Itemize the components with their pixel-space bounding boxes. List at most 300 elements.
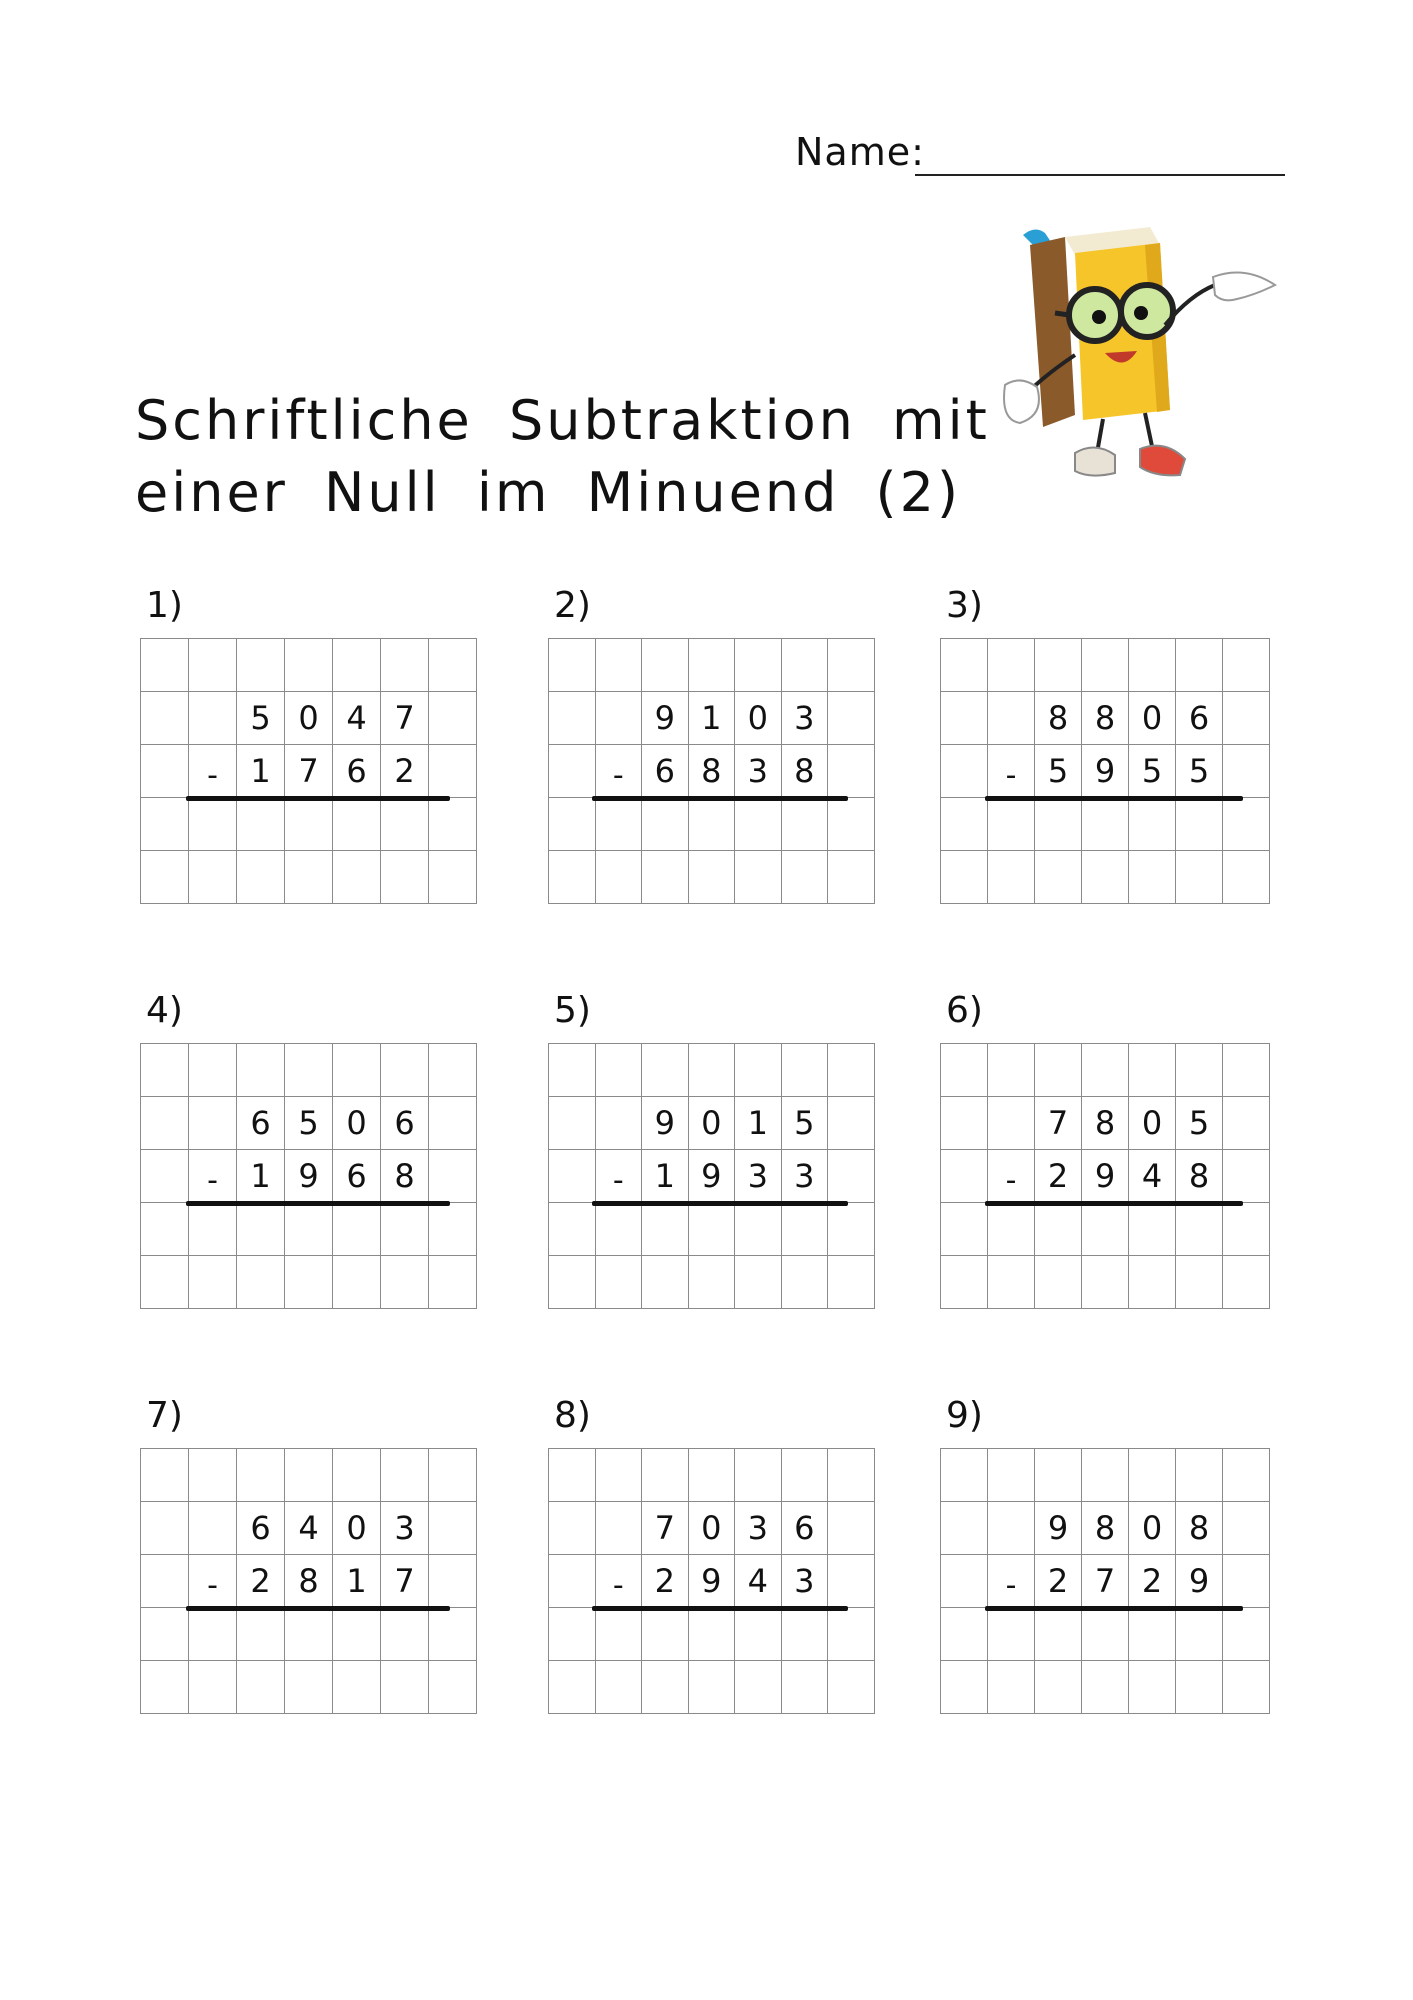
answer-cell[interactable] [333,798,381,851]
calc-grid [140,1043,477,1309]
answer-cell[interactable] [689,1608,736,1661]
grid-cell[interactable] [429,1097,477,1150]
grid-cell[interactable] [1223,745,1270,798]
grid-cell[interactable] [1223,1097,1270,1150]
grid-cell[interactable] [429,1661,477,1714]
answer-cell[interactable] [782,1661,829,1714]
minus-sign: - [988,745,1035,798]
grid-cell[interactable] [141,745,189,798]
grid-cell[interactable] [828,1150,875,1203]
grid-cell[interactable] [596,639,643,692]
grid-cell[interactable] [1223,1502,1270,1555]
answer-cell[interactable] [689,1256,736,1309]
answer-cell[interactable] [237,798,285,851]
grid-cell[interactable] [285,1044,333,1097]
grid-cell[interactable] [1035,1044,1082,1097]
name-field-row [795,130,1295,180]
grid-cell[interactable] [1223,1150,1270,1203]
minuend-digit: 0 [333,1502,381,1555]
result-line [186,1606,450,1611]
grid-cell[interactable] [941,639,988,692]
grid-cell[interactable] [429,745,477,798]
answer-cell[interactable] [381,1256,429,1309]
answer-cell[interactable] [381,1661,429,1714]
grid-cell[interactable] [596,1044,643,1097]
answer-cell[interactable] [596,1203,643,1256]
subtrahend-digit: 9 [1082,745,1129,798]
grid-cell[interactable] [549,1608,596,1661]
grid-cell[interactable] [381,639,429,692]
answer-cell[interactable] [689,798,736,851]
subtrahend-digit: 8 [782,745,829,798]
grid-cell[interactable] [828,1203,875,1256]
grid-cell[interactable] [941,1555,988,1608]
answer-cell[interactable] [689,1661,736,1714]
minus-sign: - [988,1555,1035,1608]
grid-cell[interactable] [941,692,988,745]
grid-cell[interactable] [285,639,333,692]
problem-5 [548,990,888,1320]
name-label: Name: [795,130,925,174]
grid-cell[interactable] [381,1044,429,1097]
answer-cell[interactable] [1082,1256,1129,1309]
answer-cell[interactable] [642,851,689,904]
answer-cell[interactable] [782,1203,829,1256]
grid-cell[interactable] [429,1502,477,1555]
grid-cell[interactable] [1035,1449,1082,1502]
answer-cell[interactable] [285,1203,333,1256]
answer-cell[interactable] [596,798,643,851]
grid-cell[interactable] [596,692,643,745]
minuend-digit: 0 [689,1502,736,1555]
subtrahend-digit: 3 [782,1150,829,1203]
grid-cell[interactable] [828,1661,875,1714]
answer-cell[interactable] [642,1203,689,1256]
grid-cell[interactable] [429,1449,477,1502]
answer-cell[interactable] [1176,1608,1223,1661]
grid-cell[interactable] [285,1449,333,1502]
grid-cell[interactable] [429,1608,477,1661]
answer-cell[interactable] [333,1203,381,1256]
answer-cell[interactable] [642,1661,689,1714]
answer-cell[interactable] [782,798,829,851]
grid-cell[interactable] [1223,1608,1270,1661]
grid-cell[interactable] [549,851,596,904]
grid-cell[interactable] [941,1502,988,1555]
grid-cell[interactable] [429,1555,477,1608]
answer-cell[interactable] [1035,1608,1082,1661]
answer-cell[interactable] [689,851,736,904]
grid-cell[interactable] [141,1555,189,1608]
subtrahend-digit: 7 [285,745,333,798]
answer-cell[interactable] [381,1608,429,1661]
answer-cell[interactable] [596,1256,643,1309]
subtrahend-digit: 1 [237,1150,285,1203]
answer-cell[interactable] [1035,798,1082,851]
subtrahend-digit: 8 [381,1150,429,1203]
grid-cell[interactable] [1223,639,1270,692]
grid-cell[interactable] [642,1044,689,1097]
answer-cell[interactable] [1176,1203,1223,1256]
grid-cell[interactable] [429,1044,477,1097]
grid-cell[interactable] [549,1097,596,1150]
subtrahend-digit: 2 [237,1555,285,1608]
grid-cell[interactable] [549,1150,596,1203]
answer-cell[interactable] [735,1608,782,1661]
answer-cell[interactable] [237,1608,285,1661]
grid-cell[interactable] [689,1449,736,1502]
grid-cell[interactable] [333,1449,381,1502]
answer-cell[interactable] [189,798,237,851]
answer-cell[interactable] [1129,798,1176,851]
answer-cell[interactable] [237,1661,285,1714]
subtrahend-digit: 7 [1082,1555,1129,1608]
grid-cell[interactable] [429,1203,477,1256]
grid-cell[interactable] [941,1097,988,1150]
answer-cell[interactable] [596,1608,643,1661]
grid-cell[interactable] [828,692,875,745]
grid-cell[interactable] [429,692,477,745]
grid-cell[interactable] [596,1449,643,1502]
problem-label: 3) [946,585,983,626]
grid-cell[interactable] [549,639,596,692]
answer-cell[interactable] [381,798,429,851]
grid-cell[interactable] [189,1502,237,1555]
answer-cell[interactable] [189,1661,237,1714]
answer-cell[interactable] [285,798,333,851]
problem-label: 7) [146,1395,183,1436]
grid-cell[interactable] [1129,1044,1176,1097]
answer-cell[interactable] [285,1661,333,1714]
grid-cell[interactable] [941,1150,988,1203]
grid-cell[interactable] [735,639,782,692]
grid-cell[interactable] [941,1203,988,1256]
grid-cell[interactable] [941,1608,988,1661]
calc-grid [548,1043,875,1309]
subtrahend-digit: 9 [1176,1555,1223,1608]
grid-cell[interactable] [189,1097,237,1150]
answer-cell[interactable] [735,1256,782,1309]
grid-cell[interactable] [237,1449,285,1502]
answer-cell[interactable] [237,1256,285,1309]
answer-cell[interactable] [333,1256,381,1309]
result-line [592,1606,848,1611]
grid-cell[interactable] [828,798,875,851]
book-mascot-illustration [975,215,1295,495]
grid-cell[interactable] [141,851,189,904]
problem-7 [140,1395,480,1725]
answer-cell[interactable] [782,1256,829,1309]
minuend-digit: 4 [285,1502,333,1555]
grid-cell[interactable] [642,1449,689,1502]
subtrahend-digit: 8 [1176,1150,1223,1203]
grid-cell[interactable] [429,1150,477,1203]
answer-cell[interactable] [381,1203,429,1256]
grid-cell[interactable] [988,1097,1035,1150]
minuend-digit: 0 [1129,1097,1176,1150]
grid-cell[interactable] [941,1044,988,1097]
answer-cell[interactable] [988,798,1035,851]
grid-cell[interactable] [941,1256,988,1309]
answer-cell[interactable] [237,1203,285,1256]
grid-cell[interactable] [1035,639,1082,692]
grid-cell[interactable] [941,745,988,798]
answer-cell[interactable] [285,1256,333,1309]
grid-cell[interactable] [1223,798,1270,851]
grid-cell[interactable] [549,1661,596,1714]
answer-cell[interactable] [189,851,237,904]
grid-cell[interactable] [333,639,381,692]
subtrahend-digit: 5 [1035,745,1082,798]
grid-cell[interactable] [1223,1661,1270,1714]
grid-cell[interactable] [689,1044,736,1097]
answer-cell[interactable] [381,851,429,904]
grid-cell[interactable] [1082,639,1129,692]
grid-cell[interactable] [141,1608,189,1661]
minuend-digit: 6 [237,1097,285,1150]
grid-cell[interactable] [828,1097,875,1150]
minuend-digit: 6 [782,1502,829,1555]
grid-cell[interactable] [189,1449,237,1502]
grid-cell[interactable] [988,1502,1035,1555]
answer-cell[interactable] [1082,798,1129,851]
answer-cell[interactable] [285,1608,333,1661]
answer-cell[interactable] [988,851,1035,904]
minuend-digit: 0 [1129,1502,1176,1555]
subtrahend-digit: 7 [381,1555,429,1608]
minuend-digit: 6 [237,1502,285,1555]
answer-cell[interactable] [988,1203,1035,1256]
answer-cell[interactable] [782,1608,829,1661]
answer-cell[interactable] [988,1256,1035,1309]
problem-label: 6) [946,990,983,1031]
grid-cell[interactable] [1176,1449,1223,1502]
grid-cell[interactable] [941,1661,988,1714]
grid-cell[interactable] [141,1097,189,1150]
grid-cell[interactable] [141,692,189,745]
grid-cell[interactable] [141,1150,189,1203]
answer-cell[interactable] [1129,1661,1176,1714]
answer-cell[interactable] [1176,851,1223,904]
grid-cell[interactable] [1082,1044,1129,1097]
minuend-digit: 3 [782,692,829,745]
grid-cell[interactable] [828,1555,875,1608]
grid-cell[interactable] [1223,1256,1270,1309]
answer-cell[interactable] [1035,1661,1082,1714]
grid-cell[interactable] [689,639,736,692]
answer-cell[interactable] [1082,1661,1129,1714]
subtrahend-digit: 2 [1129,1555,1176,1608]
answer-cell[interactable] [333,1661,381,1714]
grid-cell[interactable] [429,851,477,904]
answer-cell[interactable] [735,851,782,904]
grid-cell[interactable] [828,1044,875,1097]
grid-cell[interactable] [141,1502,189,1555]
answer-cell[interactable] [1035,851,1082,904]
answer-cell[interactable] [189,1203,237,1256]
grid-cell[interactable] [941,798,988,851]
answer-cell[interactable] [1035,1203,1082,1256]
grid-cell[interactable] [1223,1555,1270,1608]
grid-cell[interactable] [1223,1044,1270,1097]
grid-cell[interactable] [549,1555,596,1608]
grid-cell[interactable] [782,639,829,692]
minus-sign: - [596,1555,643,1608]
subtrahend-digit: 6 [333,1150,381,1203]
grid-cell[interactable] [549,1256,596,1309]
answer-cell[interactable] [285,851,333,904]
grid-cell[interactable] [828,1502,875,1555]
grid-cell[interactable] [828,851,875,904]
grid-cell[interactable] [141,1203,189,1256]
calc-grid [940,638,1270,904]
grid-cell[interactable] [1129,1449,1176,1502]
problem-label: 8) [554,1395,591,1436]
subtrahend-digit: 3 [735,745,782,798]
subtrahend-digit: 3 [782,1555,829,1608]
minuend-digit: 0 [333,1097,381,1150]
answer-cell[interactable] [1176,798,1223,851]
grid-cell[interactable] [141,798,189,851]
answer-cell[interactable] [735,1661,782,1714]
grid-cell[interactable] [141,1449,189,1502]
answer-cell[interactable] [1129,1203,1176,1256]
minuend-digit: 3 [381,1502,429,1555]
grid-cell[interactable] [549,1203,596,1256]
answer-cell[interactable] [1035,1256,1082,1309]
answer-cell[interactable] [333,1608,381,1661]
grid-cell[interactable] [429,1256,477,1309]
answer-cell[interactable] [237,851,285,904]
answer-cell[interactable] [1082,851,1129,904]
grid-cell[interactable] [237,1044,285,1097]
answer-cell[interactable] [642,1608,689,1661]
subtrahend-digit: 9 [285,1150,333,1203]
name-write-line[interactable] [915,174,1285,176]
answer-cell[interactable] [1129,1256,1176,1309]
grid-cell[interactable] [828,1608,875,1661]
grid-cell[interactable] [1223,851,1270,904]
grid-cell[interactable] [735,1044,782,1097]
answer-cell[interactable] [1082,1608,1129,1661]
grid-cell[interactable] [596,1097,643,1150]
grid-cell[interactable] [141,1661,189,1714]
answer-cell[interactable] [988,1608,1035,1661]
grid-cell[interactable] [189,1044,237,1097]
minuend-digit: 5 [285,1097,333,1150]
grid-cell[interactable] [828,1256,875,1309]
answer-cell[interactable] [735,1203,782,1256]
answer-cell[interactable] [1082,1203,1129,1256]
grid-cell[interactable] [333,1044,381,1097]
grid-cell[interactable] [549,745,596,798]
grid-cell[interactable] [1223,1203,1270,1256]
minuend-digit: 7 [642,1502,689,1555]
answer-cell[interactable] [782,851,829,904]
grid-cell[interactable] [1176,639,1223,692]
grid-cell[interactable] [828,745,875,798]
grid-cell[interactable] [988,639,1035,692]
grid-cell[interactable] [941,1449,988,1502]
minuend-digit: 9 [1035,1502,1082,1555]
subtrahend-digit: 9 [1082,1150,1129,1203]
answer-cell[interactable] [1176,1256,1223,1309]
answer-cell[interactable] [189,1608,237,1661]
minuend-digit: 8 [1082,1502,1129,1555]
grid-cell[interactable] [429,639,477,692]
grid-cell[interactable] [1129,639,1176,692]
answer-cell[interactable] [189,1256,237,1309]
answer-cell[interactable] [988,1661,1035,1714]
grid-cell[interactable] [735,1449,782,1502]
minuend-digit: 5 [782,1097,829,1150]
grid-cell[interactable] [941,851,988,904]
subtrahend-digit: 8 [285,1555,333,1608]
grid-cell[interactable] [828,639,875,692]
calc-grid [548,1448,875,1714]
grid-cell[interactable] [642,639,689,692]
grid-cell[interactable] [429,798,477,851]
grid-cell[interactable] [1176,1044,1223,1097]
answer-cell[interactable] [596,1661,643,1714]
minus-sign: - [596,1150,643,1203]
minuend-digit: 7 [1035,1097,1082,1150]
grid-cell[interactable] [141,1044,189,1097]
grid-cell[interactable] [549,1449,596,1502]
answer-cell[interactable] [1129,1608,1176,1661]
subtrahend-digit: 3 [735,1150,782,1203]
grid-cell[interactable] [189,639,237,692]
answer-cell[interactable] [1129,851,1176,904]
grid-cell[interactable] [988,1449,1035,1502]
answer-cell[interactable] [596,851,643,904]
minuend-digit: 8 [1035,692,1082,745]
grid-cell[interactable] [828,1449,875,1502]
problem-label: 1) [146,585,183,626]
grid-cell[interactable] [549,798,596,851]
grid-cell[interactable] [1223,692,1270,745]
minuend-digit: 0 [689,1097,736,1150]
subtrahend-digit: 2 [642,1555,689,1608]
grid-cell[interactable] [1223,1449,1270,1502]
answer-cell[interactable] [1176,1661,1223,1714]
grid-cell[interactable] [549,1044,596,1097]
problem-4 [140,990,480,1320]
grid-cell[interactable] [549,1502,596,1555]
grid-cell[interactable] [141,639,189,692]
grid-cell[interactable] [1082,1449,1129,1502]
answer-cell[interactable] [642,798,689,851]
grid-cell[interactable] [988,1044,1035,1097]
grid-cell[interactable] [381,1449,429,1502]
grid-cell[interactable] [549,692,596,745]
grid-cell[interactable] [988,692,1035,745]
answer-cell[interactable] [642,1256,689,1309]
minus-sign: - [596,745,643,798]
grid-cell[interactable] [141,1256,189,1309]
grid-cell[interactable] [596,1502,643,1555]
minuend-digit: 0 [735,692,782,745]
grid-cell[interactable] [189,692,237,745]
answer-cell[interactable] [333,851,381,904]
grid-cell[interactable] [782,1044,829,1097]
answer-cell[interactable] [689,1203,736,1256]
title-line-1: Schriftliche Subtraktion mit [135,389,990,452]
grid-cell[interactable] [237,639,285,692]
answer-cell[interactable] [735,798,782,851]
grid-cell[interactable] [782,1449,829,1502]
minus-sign: - [189,1150,237,1203]
